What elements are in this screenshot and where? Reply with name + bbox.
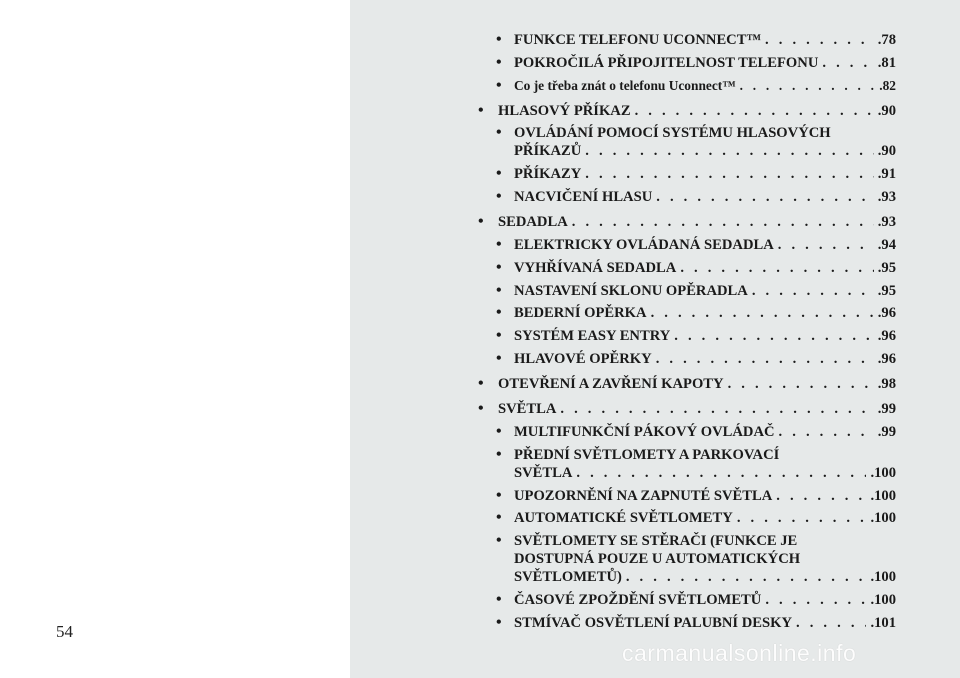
bullet-icon: • (496, 53, 502, 71)
bullet-icon: • (478, 213, 484, 231)
dot-leader (656, 350, 874, 368)
toc-entry[interactable] (478, 77, 896, 95)
dot-leader (765, 31, 874, 49)
toc-page-number: .100 (870, 510, 896, 527)
toc-entry-title: SVĚTLA (498, 401, 557, 418)
bullet-icon: • (478, 101, 484, 119)
dot-leader (776, 487, 866, 505)
toc-entry[interactable] (478, 375, 896, 393)
dot-leader (752, 282, 874, 300)
bullet-icon: • (496, 486, 502, 504)
dot-leader (765, 591, 866, 609)
toc-entry[interactable] (478, 124, 896, 160)
toc-entry-title: BEDERNÍ OPĚRKA (514, 305, 647, 322)
toc-page-number: .90 (877, 143, 896, 160)
toc-page-number: .91 (877, 166, 896, 183)
toc-entry-title: SYSTÉM EASY ENTRY (514, 328, 671, 345)
bullet-icon: • (496, 532, 502, 550)
bullet-icon: • (496, 590, 502, 608)
toc-page-number: .100 (870, 569, 896, 586)
toc-entry-title: PŘÍKAZŮ (514, 143, 582, 160)
dot-leader (779, 423, 874, 441)
toc-entry[interactable] (478, 614, 896, 632)
bullet-icon: • (496, 76, 502, 94)
dot-leader (585, 165, 873, 183)
table-of-contents (478, 31, 896, 632)
toc-entry-title: NASTAVENÍ SKLONU OPĚRADLA (514, 282, 748, 299)
bullet-icon: • (496, 349, 502, 367)
toc-entry[interactable] (478, 54, 896, 72)
toc-page-number: .93 (877, 189, 896, 206)
toc-entry[interactable] (478, 509, 896, 527)
toc-entry[interactable] (478, 446, 896, 482)
toc-entry[interactable] (478, 487, 896, 505)
toc-entry-title: SEDADLA (498, 214, 568, 231)
toc-page-number: .99 (877, 423, 896, 440)
bullet-icon: • (496, 509, 502, 527)
bullet-icon: • (478, 375, 484, 393)
toc-entry-title: HLASOVÝ PŘÍKAZ (498, 102, 631, 119)
dot-leader (674, 327, 873, 345)
toc-entry[interactable] (478, 532, 896, 586)
dot-leader (585, 142, 873, 160)
toc-entry[interactable] (478, 31, 896, 49)
toc-entry-title: ELEKTRICKY OVLÁDANÁ SEDADLA (514, 236, 774, 253)
bullet-icon: • (496, 445, 502, 463)
toc-page-number: .82 (879, 77, 896, 93)
toc-page-number: .93 (877, 214, 896, 231)
toc-entry-title: MULTIFUNKČNÍ PÁKOVÝ OVLÁDAČ (514, 423, 775, 440)
right-page (350, 0, 960, 678)
bullet-icon: • (496, 613, 502, 631)
toc-page-number: .96 (877, 350, 896, 367)
dot-leader (778, 236, 874, 254)
toc-page-number: .96 (877, 305, 896, 322)
toc-entry-title: FUNKCE TELEFONU UCONNECT™ (514, 32, 762, 48)
toc-entry[interactable] (478, 304, 896, 322)
dot-leader (740, 77, 876, 95)
toc-page-number: .90 (877, 102, 896, 119)
toc-entry-title: DOSTUPNÁ POUZE U AUTOMATICKÝCH (514, 551, 801, 568)
toc-page-number: .100 (870, 591, 896, 608)
dot-leader (572, 213, 874, 231)
toc-entry-title: VYHŘÍVANÁ SEDADLA (514, 259, 677, 276)
toc-entry-title: POKROČILÁ PŘIPOJITELNOST TELEFONU (514, 54, 819, 71)
bullet-icon: • (496, 258, 502, 276)
toc-page-number: .81 (877, 54, 896, 71)
toc-entry[interactable] (478, 188, 896, 206)
toc-entry-title: SVĚTLA (514, 464, 573, 481)
toc-entry[interactable] (478, 350, 896, 368)
toc-entry[interactable] (478, 213, 896, 231)
toc-entry-title: AUTOMATICKÉ SVĚTLOMETY (514, 510, 733, 527)
dot-leader (656, 188, 873, 206)
dot-leader (626, 568, 867, 586)
dot-leader (635, 102, 874, 120)
toc-entry-title: OTEVŘENÍ A ZAVŘENÍ KAPOTY (498, 376, 724, 393)
toc-entry[interactable] (478, 423, 896, 441)
toc-page-number: .100 (870, 487, 896, 504)
toc-entry-title: PŘEDNÍ SVĚTLOMETY A PARKOVACÍ (514, 446, 780, 463)
toc-entry[interactable] (478, 102, 896, 120)
dot-leader (728, 375, 874, 393)
toc-entry[interactable] (478, 282, 896, 300)
toc-entry[interactable] (478, 591, 896, 609)
toc-page-number: .78 (877, 32, 896, 48)
toc-entry[interactable] (478, 400, 896, 418)
page-number: 54 (56, 622, 73, 641)
bullet-icon: • (496, 188, 502, 206)
dot-leader (576, 464, 866, 482)
toc-entry-title: SVĚTLOMETŮ) (514, 569, 622, 586)
bullet-icon: • (496, 327, 502, 345)
toc-page-number: .94 (877, 236, 896, 253)
toc-entry[interactable] (478, 327, 896, 345)
toc-page-number: .101 (870, 614, 896, 631)
toc-page-number: .99 (877, 401, 896, 418)
toc-entry-title: Co je třeba znát o telefonu Uconnect™ (514, 77, 736, 93)
toc-entry-title: NACVIČENÍ HLASU (514, 189, 653, 206)
left-page (0, 0, 350, 678)
toc-page-number: .100 (870, 464, 896, 481)
bullet-icon: • (496, 31, 502, 48)
toc-entry[interactable] (478, 236, 896, 254)
toc-entry-title: UPOZORNĚNÍ NA ZAPNUTÉ SVĚTLA (514, 487, 773, 504)
dot-leader (560, 400, 873, 418)
bullet-icon: • (496, 124, 502, 142)
toc-page-number: .96 (877, 328, 896, 345)
toc-page-number: .95 (877, 282, 896, 299)
bullet-icon: • (496, 165, 502, 183)
toc-entry-title: STMÍVAČ OSVĚTLENÍ PALUBNÍ DESKY (514, 614, 793, 631)
bullet-icon: • (496, 235, 502, 253)
dot-leader (651, 304, 874, 322)
toc-entry-title: ČASOVÉ ZPOŽDĚNÍ SVĚTLOMETŮ (514, 591, 762, 608)
dot-leader (822, 54, 873, 72)
dot-leader (737, 509, 867, 527)
dot-leader (680, 259, 873, 277)
bullet-icon: • (496, 422, 502, 440)
toc-entry-title: PŘÍKAZY (514, 166, 582, 183)
toc-entry-title: HLAVOVÉ OPĚRKY (514, 350, 652, 367)
bullet-icon: • (496, 304, 502, 322)
toc-entry-title: SVĚTLOMETY SE STĚRAČI (FUNKCE JE (514, 533, 798, 550)
watermark-text: carmanualsonline.info (622, 640, 857, 666)
toc-entry-title: OVLÁDÁNÍ POMOCÍ SYSTÉMU HLASOVÝCH (514, 125, 831, 142)
toc-entry[interactable] (478, 165, 896, 183)
toc-page-number: .98 (877, 376, 896, 393)
bullet-icon: • (478, 400, 484, 418)
bullet-icon: • (496, 281, 502, 299)
dot-leader (796, 614, 866, 632)
toc-entry[interactable] (478, 259, 896, 277)
toc-page-number: .95 (877, 259, 896, 276)
